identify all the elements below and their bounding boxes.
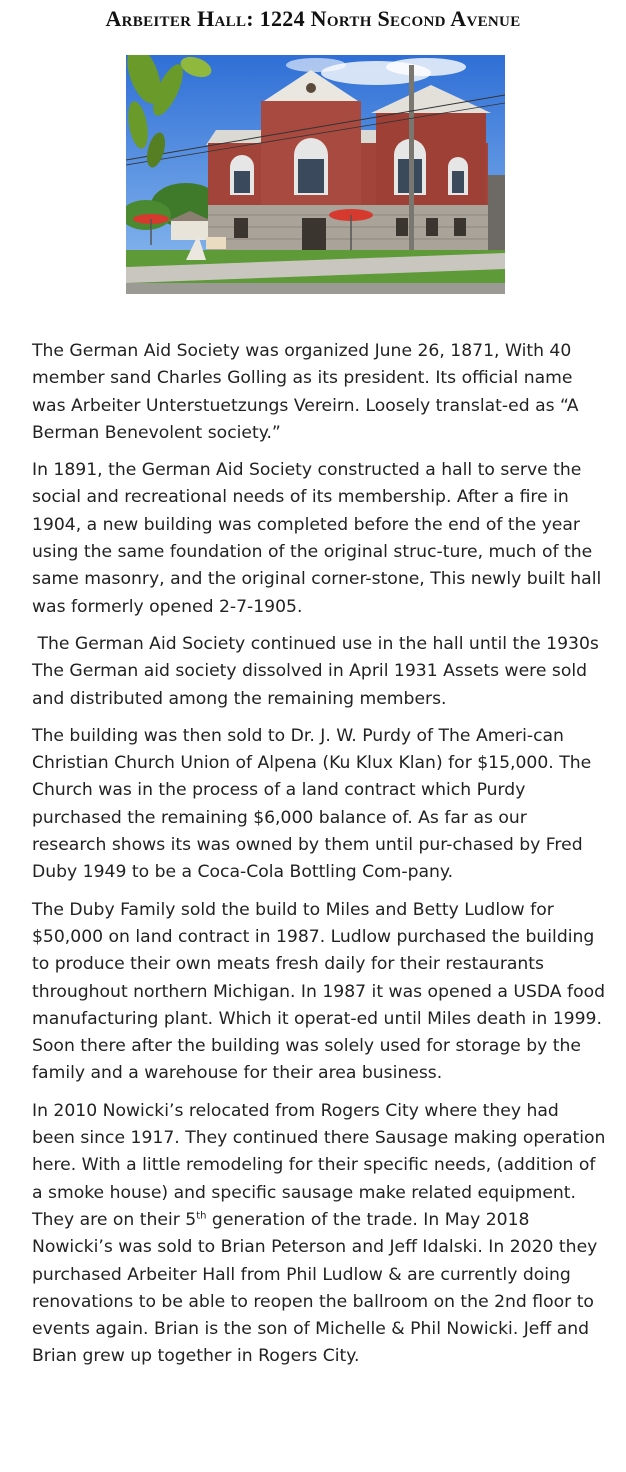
paragraph-5: The Duby Family sold the build to Miles and Betty Ludlow for $50,000 on land contract in 1987. Ludlow purchased the building to produce their own meats fresh daily for their restaurants throughout northern Michigan. In 1987 it was opened a USDA food manufacturing plant. Which it operat-ed until Miles death in 1999. Soon there after the building was solely used for storage by the family and a warehouse for their area business. (32, 899, 606, 1084)
paragraph-6-part-2: generation of the trade. In May 2018 Nowicki’s was sold to Brian Peterson and Jeff Idalski. In 2020 they purchased Arbeiter Hall from Phil Ludlow & are currently doing renovations to be able to reopen the ballroom on the 2nd floor to events again. Brian is the son of Michelle & Phil Nowicki. Jeff and Brian grew up together in Rogers City. (32, 1209, 598, 1367)
paragraph-3: The German Aid Society continued use in the hall until the 1930s The German aid society dissolved in April 1931 Assets were sold and distributed among the remaining members. (32, 633, 605, 709)
paragraph-1: The German Aid Society was organized June 26, 1871, With 40 member sand Charles Golling as its president. Its official name was Arbeiter Unterstuetzungs Vereirn. Loosely translat-ed as “A Berman Benevolent society.” (32, 341, 579, 443)
page-title: Arbeiter Hall: 1224 North Second Avenue (105, 6, 521, 31)
paragraph-6 (32, 1098, 606, 1371)
paragraph-4: The building was then sold to Dr. J. W. Purdy of The Ameri-can Christian Church Union of Alpena (Ku Klux Klan) for $15,000. The Church was in the process of a land contract which Purdy purchased the remaining $6,000 balance of. As far as our research shows its was owned by them until pur-chased by Fred Duby 1949 to be a Coca-Cola Bottling Com-pany. (32, 725, 592, 883)
body-text (32, 338, 606, 1381)
paragraph-2: In 1891, the German Aid Society constructed a hall to serve the social and recreational needs of its membership. After a fire in 1904, a new building was completed before the end of the year using the same foundation of the original struc-ture, much of the same masonry, and the original corner-stone, This newly built hall was formerly opened 2-7-1905. (32, 460, 602, 617)
paragraph-6-part-1: In 2010 Nowicki’s relocated from Rogers City where they had been since 1917. They continued there Sausage making operation here. With a little remodeling for their specific needs, (addition of a smoke house) and specific sausage make related equipment. They are on their 5 (32, 1100, 606, 1230)
building-photo (126, 55, 505, 294)
ordinal-suffix: th (196, 1210, 207, 1222)
